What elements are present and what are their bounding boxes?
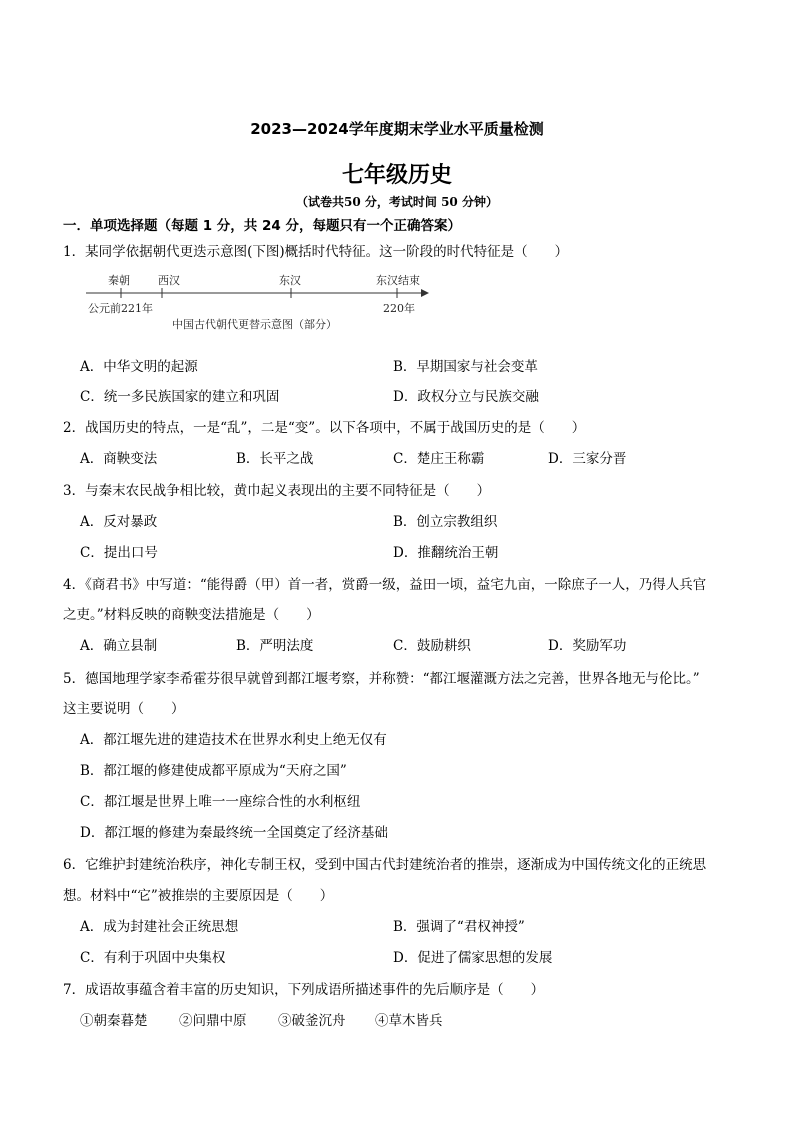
question-5-stem-line1: 5．德国地理学家李希霍芬很早就曾到都江堰考察，并称赞：“都江堰灌溉方法之完善，世界各地无与伦比。”	[63, 671, 700, 687]
q5-option-a: A．都江堰先进的建造技术在世界水利史上绝无仅有	[80, 732, 387, 748]
exam-title: 2023—2024学年度期末学业水平质量检测	[250, 120, 544, 138]
question-7-stem: 7．成语故事蕴含着丰富的历史知识，下列成语所描述事件的先后顺序是（ ）	[63, 982, 545, 998]
q1-option-a: A．中华文明的起源	[80, 359, 198, 375]
q3-option-c: C．提出口号	[80, 545, 158, 561]
section-heading: 一．单项选择题（每题 1 分，共 24 分，每题只有一个正确答案）	[63, 218, 461, 234]
exam-note: （试卷共50 分，考试时间 50 分钟）	[296, 195, 498, 209]
q5-option-d: D．都江堰的修建为秦最终统一全国奠定了经济基础	[80, 825, 388, 841]
q2-option-b: B．长平之战	[236, 451, 314, 467]
question-6-stem-line1: 6．它维护封建统治秩序，神化专制王权，受到中国古代封建统治者的推崇，逐渐成为中国传统文化的正统思	[63, 857, 707, 873]
q1-option-b: B．早期国家与社会变革	[393, 359, 538, 375]
question-2-stem: 2．战国历史的特点，一是“乱”，二是“变”。以下各项中，不属于战国历史的是（ ）	[63, 420, 586, 436]
timeline-caption: 中国古代朝代更替示意图（部分）	[172, 318, 337, 331]
question-6-stem-line2: 想。材料中“它”被推崇的主要原因是（ ）	[63, 888, 334, 904]
q3-option-b: B．创立宗教组织	[393, 514, 498, 530]
question-4-stem-line2: 之吏。”材料反映的商鞅变法措施是（ ）	[63, 607, 320, 623]
timeline-label-end: 220年	[383, 302, 415, 315]
question-4-stem-line1: 4．《商君书》中写道：“能得爵（甲）首一者，赏爵一级，益田一顷，益宅九亩，一除庶子一人，乃得人兵官	[63, 577, 707, 593]
q6-option-a: A．成为封建社会正统思想	[80, 919, 239, 935]
timeline-label-donghan: 东汉	[279, 274, 301, 287]
q7-item-4: ④草木皆兵	[375, 1013, 443, 1029]
question-3-stem: 3．与秦末农民战争相比较，黄巾起义表现出的主要不同特征是（ ）	[63, 483, 491, 499]
q5-option-b: B．都江堰的修建使成都平原成为“天府之国”	[80, 763, 347, 779]
timeline-label-donghan-end: 东汉结束	[376, 274, 420, 287]
q3-option-a: A．反对暴政	[80, 514, 158, 530]
timeline-label-xihan: 西汉	[158, 274, 180, 287]
q2-option-c: C．楚庄王称霸	[393, 451, 485, 467]
q1-option-c: C．统一多民族国家的建立和巩固	[80, 389, 280, 405]
question-1-stem: 1．某同学依据朝代更迭示意图(下图)概括时代特征。这一阶段的时代特征是（ ）	[63, 244, 569, 260]
q5-option-c: C．都江堰是世界上唯一一座综合性的水利枢纽	[80, 794, 361, 810]
q4-option-a: A．确立县制	[80, 638, 158, 654]
q6-option-b: B．强调了“君权神授”	[393, 919, 525, 935]
q1-option-d: D．政权分立与民族交融	[393, 389, 539, 405]
q7-item-2: ②问鼎中原	[179, 1013, 247, 1029]
timeline-label-qin: 秦朝	[108, 274, 130, 287]
q4-option-d: D．奖励军功	[548, 638, 627, 654]
q6-option-d: D．促进了儒家思想的发展	[393, 950, 553, 966]
question-5-stem-line2: 这主要说明（ ）	[63, 701, 185, 717]
q7-item-1: ①朝秦暮楚	[80, 1013, 148, 1029]
subject-title: 七年级历史	[341, 163, 452, 188]
timeline-axis	[86, 285, 431, 301]
q4-option-c: C．鼓励耕织	[393, 638, 471, 654]
timeline-label-start: 公元前221年	[88, 302, 153, 315]
q6-option-c: C．有利于巩固中央集权	[80, 950, 226, 966]
q4-option-b: B．严明法度	[236, 638, 314, 654]
q2-option-d: D．三家分晋	[548, 451, 627, 467]
q7-item-3: ③破釜沉舟	[278, 1013, 346, 1029]
q2-option-a: A．商鞅变法	[80, 451, 158, 467]
q3-option-d: D．推翻统治王朝	[393, 545, 499, 561]
